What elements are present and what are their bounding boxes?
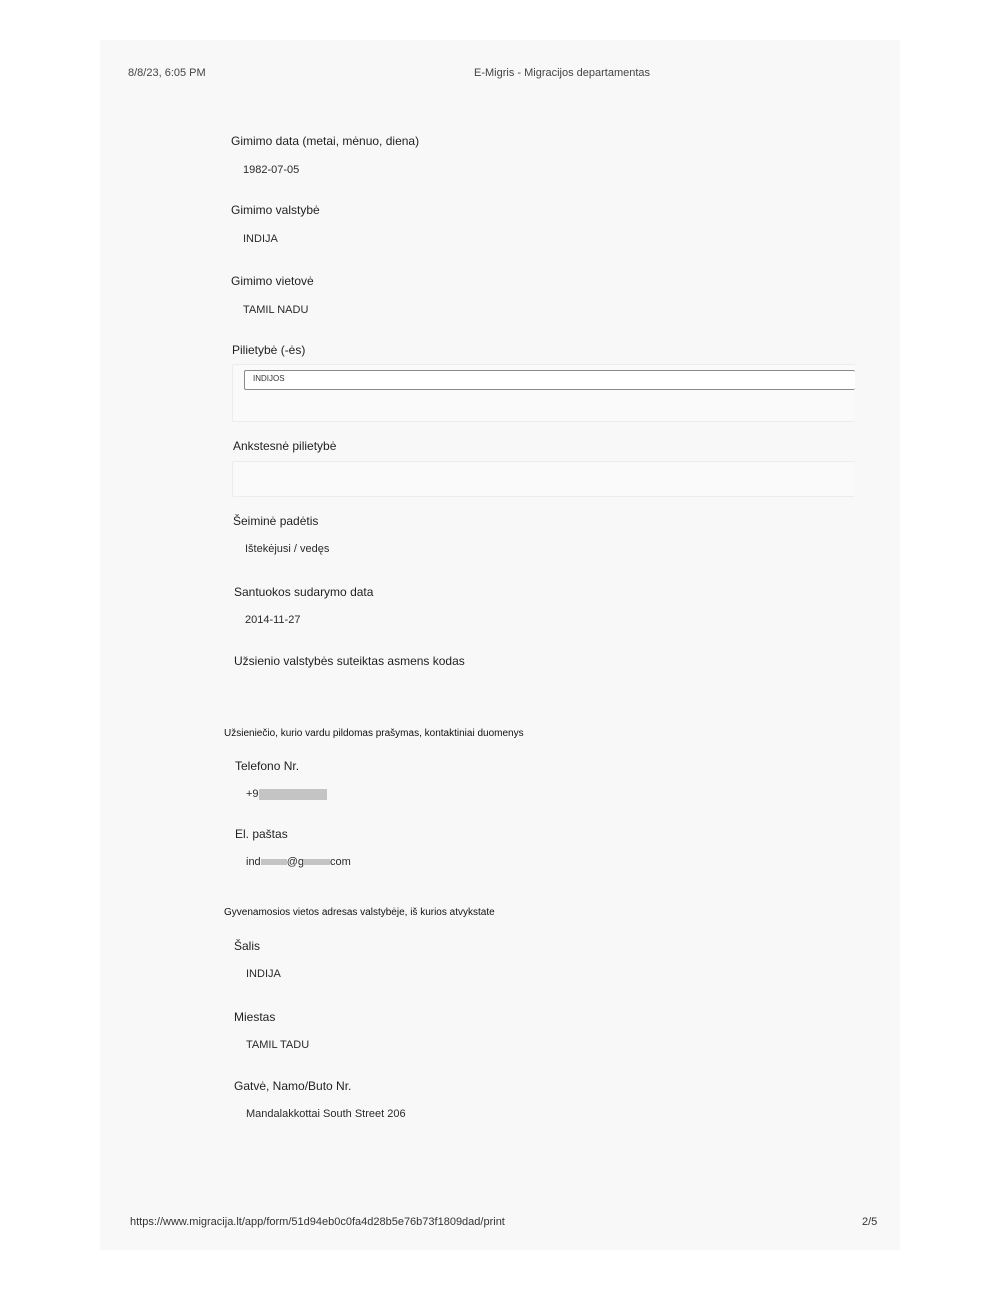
birth-date-value: 1982-07-05 [243, 164, 300, 176]
country-label: Šalis [234, 939, 261, 953]
country-value: INDIJA [246, 968, 281, 980]
email-value [246, 856, 351, 868]
city-value: TAMIL TADU [246, 1039, 310, 1051]
contact-section-title: Užsieniečio, kurio vardu pildomas prašymas, kontaktiniai duomenys [224, 728, 524, 739]
marital-status-value: Ištekėjusi / vedęs [245, 543, 330, 555]
previous-citizenship-field [232, 461, 855, 497]
email-redaction-1 [261, 859, 287, 865]
previous-citizenship-label: Ankstesnė pilietybė [233, 439, 337, 453]
email-redaction-2 [304, 859, 330, 865]
page-background [100, 40, 900, 1250]
email-suffix: com [329, 856, 351, 868]
citizenship-chip [244, 370, 855, 390]
email-prefix: ind [246, 856, 261, 868]
street-value: Mandalakkottai South Street 206 [246, 1108, 406, 1120]
birth-place-value: TAMIL NADU [243, 304, 309, 316]
birth-country-value: INDIJA [243, 233, 278, 245]
citizenship-label: Pilietybė (-ės) [232, 343, 306, 357]
birth-country-label: Gimimo valstybė [231, 203, 320, 217]
birth-date-label: Gimimo data (metai, mėnuo, diena) [231, 134, 420, 148]
footer-url: https://www.migracija.lt/app/form/51d94eb0c0fa4d28b5e76b73f1809dad/print [130, 1216, 505, 1228]
page-number: 2/5 [862, 1216, 878, 1228]
street-label: Gatvė, Namo/Buto Nr. [234, 1079, 352, 1093]
phone-redaction [259, 789, 327, 800]
print-date: 8/8/23, 6:05 PM [128, 67, 206, 79]
phone-label: Telefono Nr. [235, 759, 300, 773]
page-title: E-Migris - Migracijos departamentas [474, 67, 651, 79]
email-label: El. paštas [235, 827, 288, 841]
phone-prefix: +9 [246, 788, 259, 800]
address-section-title: Gyvenamosios vietos adresas valstybėje, iš kurios atvykstate [224, 907, 495, 918]
birth-place-label: Gimimo vietovė [231, 274, 314, 288]
foreign-personal-code-label: Užsienio valstybės suteiktas asmens kodas [234, 654, 465, 668]
marriage-date-label: Santuokos sudarymo data [234, 585, 374, 599]
citizenship-value: INDIJOS [253, 374, 285, 383]
email-mid: @g [286, 856, 304, 868]
phone-value [246, 788, 327, 800]
city-label: Miestas [234, 1010, 276, 1024]
marriage-date-value: 2014-11-27 [245, 614, 301, 626]
marital-status-label: Šeiminė padėtis [233, 514, 319, 528]
